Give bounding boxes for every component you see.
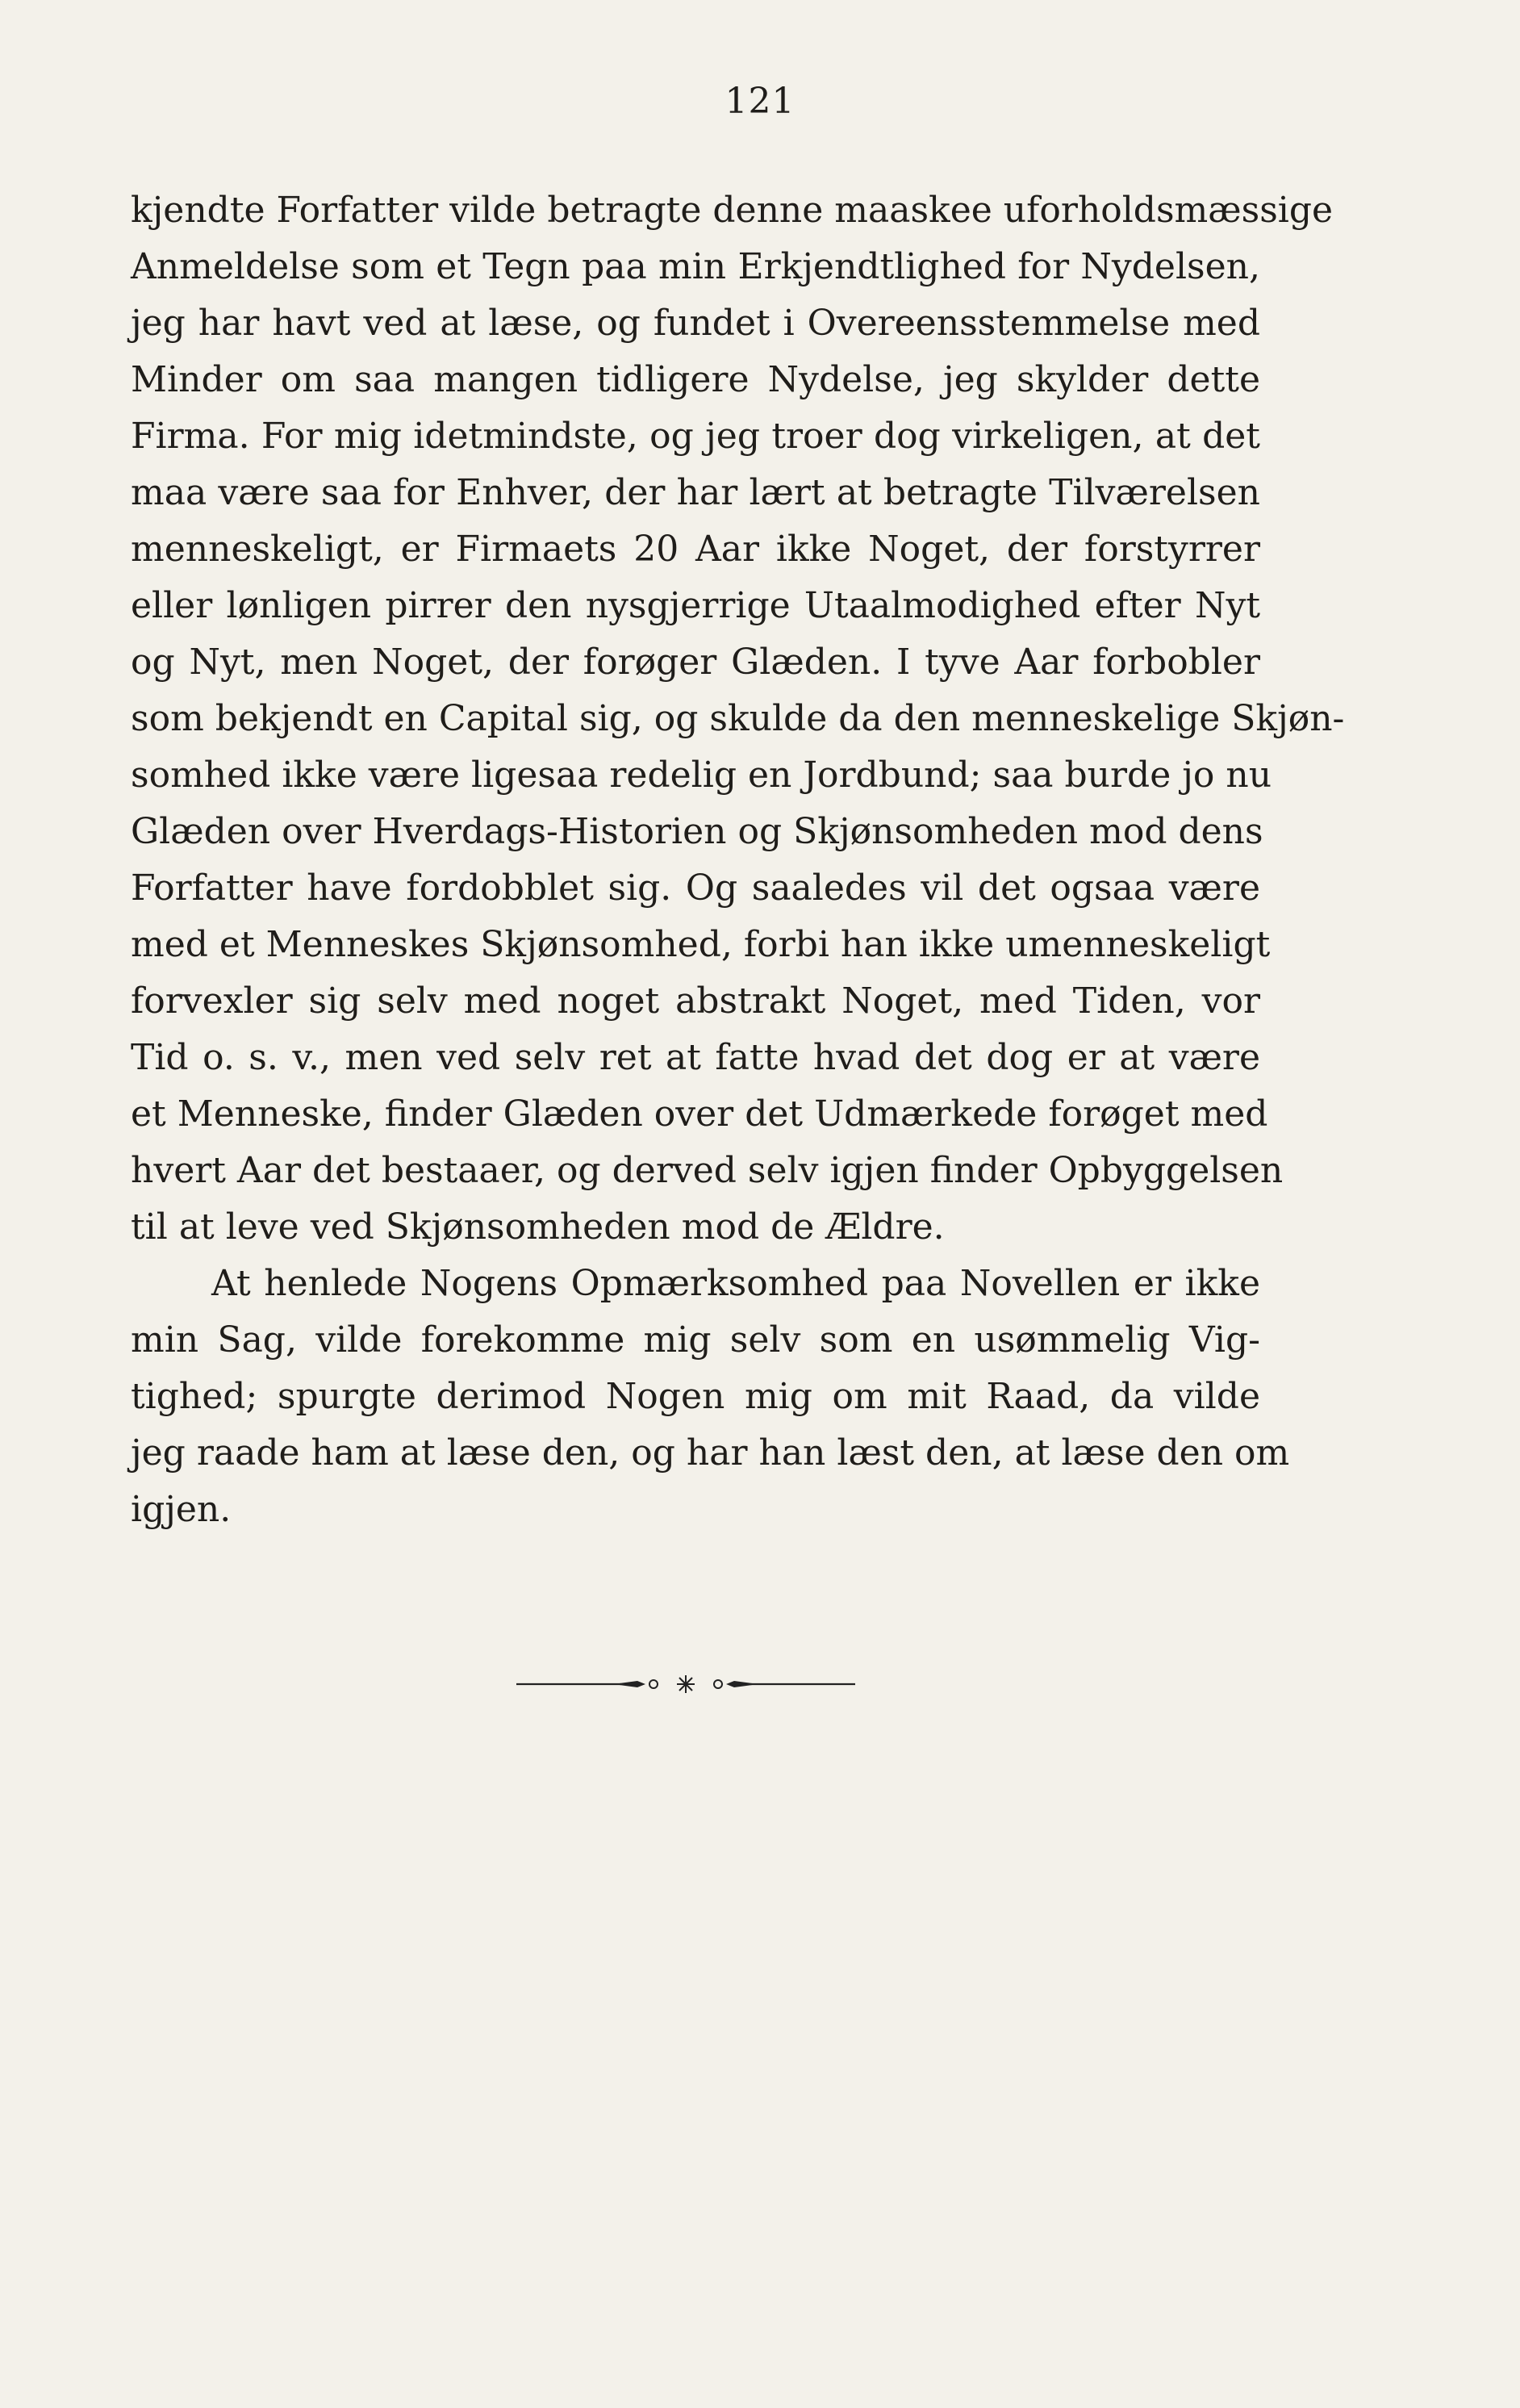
text-line: At henlede Nogens Opmærksomhed paa Novellen er ikke (211, 1263, 1260, 1304)
text-line: Firma. For mig idetmindste, og jeg troer dog virkeligen, at det (131, 416, 1260, 457)
text-line: som bekjendt en Capital sig, og skulde da den menneskelige Skjøn- (131, 698, 1345, 739)
text-line: Glæden over Hverdags-Historien og Skjønsomheden mod dens (131, 811, 1263, 852)
text-line: jeg raade ham at læse den, og har han læst den, at læse den om (131, 1432, 1290, 1474)
text-line: Tid o. s. v., men ved selv ret at fatte hvad det dog er at være (131, 1037, 1260, 1078)
text-line: menneskeligt, er Firmaets 20 Aar ikke Noget, der forstyrrer (131, 529, 1260, 570)
text-line: eller lønligen pirrer den nysgjerrige Utaalmodighed efter Nyt (131, 585, 1260, 626)
text-line: jeg har havt ved at læse, og fundet i Overeensstemmelse med (131, 303, 1260, 344)
text-line: Minder om saa mangen tidligere Nydelse, jeg skylder dette (131, 359, 1260, 400)
text-line: maa være saa for Enhver, der har lært at betragte Tilværelsen (131, 472, 1260, 513)
text-line: et Menneske, finder Glæden over det Udmærkede forøget med (131, 1093, 1268, 1135)
text-line: Forfatter have fordobblet sig. Og saaledes vil det ogsaa være (131, 867, 1260, 909)
text-line: med et Menneskes Skjønsomhed, forbi han ikke umenneskeligt (131, 924, 1271, 965)
text-line: tighed; spurgte derimod Nogen mig om mit Raad, da vilde (131, 1376, 1260, 1417)
text-line: forvexler sig selv med noget abstrakt Noget, med Tiden, vor (131, 980, 1260, 1022)
text-line: min Sag, vilde forekomme mig selv som en usømmelig Vig- (131, 1319, 1260, 1361)
body-text (131, 182, 1345, 1538)
text-line: hvert Aar det bestaaer, og derved selv igjen finder Opbyggelsen (131, 1150, 1284, 1191)
text-line: og Nyt, men Noget, der forøger Glæden. I tyve Aar forbobler (131, 642, 1260, 683)
text-line: somhed ikke være ligesaa redelig en Jordbund; saa burde jo nu (131, 755, 1272, 796)
section-divider-ornament (516, 1672, 855, 1696)
text-line: til at leve ved Skjønsomheden mod de Ældre. (131, 1206, 945, 1248)
paragraph-1 (131, 182, 1345, 1256)
text-line: igjen. (131, 1489, 232, 1530)
page-number: 121 (725, 81, 795, 122)
text-line: Anmeldelse som et Tegn paa min Erkjendtlighed for Nydelsen, (131, 246, 1260, 287)
paragraph-2 (131, 1256, 1290, 1538)
text-line: kjendte Forfatter vilde betragte denne maaskee uforholdsmæssige (131, 190, 1334, 231)
